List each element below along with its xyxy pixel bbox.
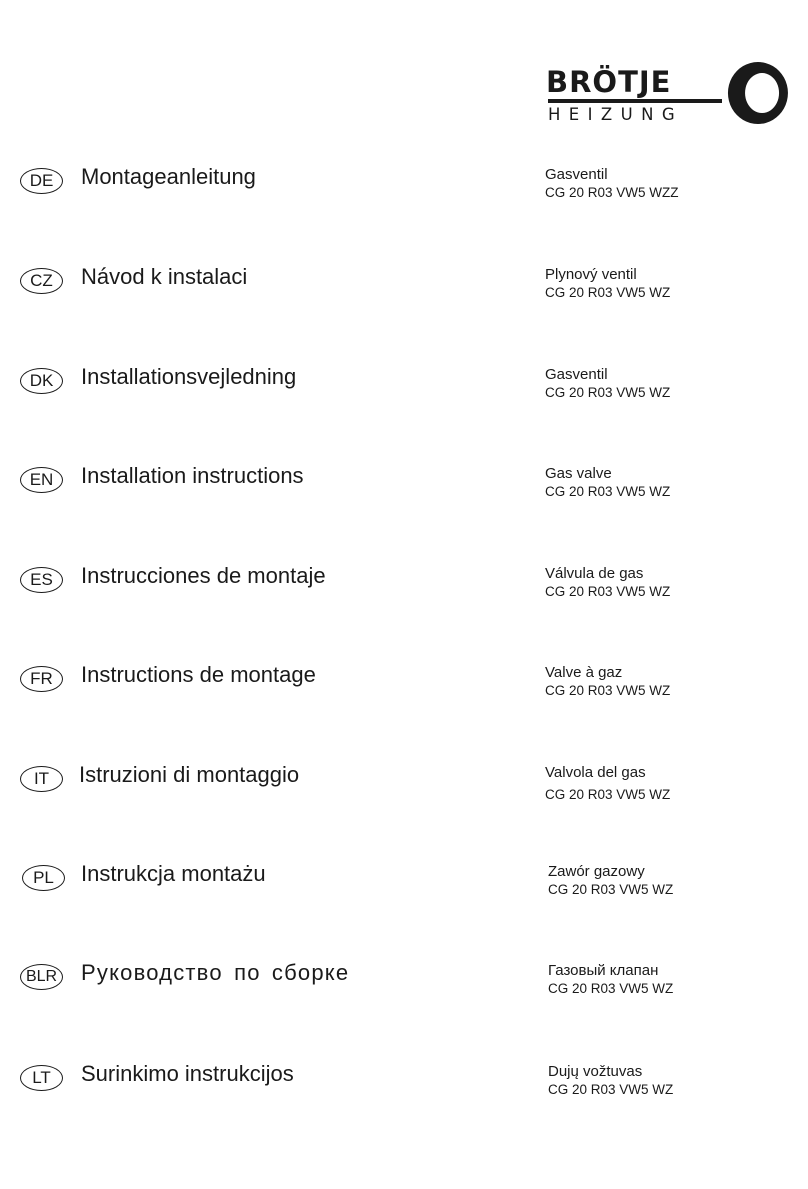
product-name: Valvola del gas — [545, 764, 646, 781]
product-model: CG 20 R03 VW5 WZ — [545, 584, 671, 599]
language-badge: BLR — [20, 964, 63, 990]
manual-title: Montageanleitung — [81, 164, 256, 189]
product-model: CG 20 R03 VW5 WZ — [545, 285, 671, 300]
language-badge: ES — [20, 567, 63, 593]
manual-title: Istruzioni di montaggio — [79, 762, 300, 787]
product-model: CG 20 R03 VW5 WZ — [548, 1082, 674, 1097]
product-model: CG 20 R03 VW5 WZ — [548, 981, 674, 996]
product-name: Valve à gaz — [545, 664, 623, 681]
product-model: CG 20 R03 VW5 WZ — [545, 683, 671, 698]
product-name: Газовый клапан — [548, 962, 659, 979]
language-row-it — [0, 762, 808, 826]
product-model: CG 20 R03 VW5 WZ — [545, 484, 671, 499]
manual-title: Installationsvejledning — [81, 364, 297, 389]
language-badge: DE — [20, 168, 63, 194]
language-row-pl — [0, 861, 808, 925]
manual-title: Руководство по сборке — [81, 960, 350, 985]
language-row-lt — [0, 1061, 808, 1125]
language-badge: EN — [20, 467, 63, 493]
product-name: Gasventil — [545, 366, 608, 383]
manual-title: Instrukcja montażu — [81, 861, 266, 886]
language-row-es — [0, 563, 808, 627]
product-name: Dujų vožtuvas — [548, 1063, 643, 1080]
manual-title: Installation instructions — [81, 463, 304, 488]
logo-divider — [548, 99, 722, 103]
language-badge: FR — [20, 666, 63, 692]
product-model: CG 20 R03 VW5 WZ — [548, 882, 674, 897]
product-model: CG 20 R03 VW5 WZ — [545, 385, 671, 400]
manual-title: Návod k instalaci — [81, 264, 248, 289]
product-model: CG 20 R03 VW5 WZZ — [545, 185, 679, 200]
manual-title: Instrucciones de montaje — [81, 563, 326, 588]
language-row-cz — [0, 264, 808, 328]
language-badge: LT — [20, 1065, 63, 1091]
product-name: Válvula de gas — [545, 565, 644, 582]
brand-logo — [546, 58, 790, 130]
product-name: Gas valve — [545, 465, 612, 482]
logo-brand-text: BRÖTJE — [546, 65, 672, 99]
language-badge: DK — [20, 368, 63, 394]
language-badge: IT — [20, 766, 63, 792]
language-row-dk — [0, 364, 808, 428]
language-row-blr — [0, 960, 808, 1024]
product-name: Plynový ventil — [545, 266, 637, 283]
language-row-en — [0, 463, 808, 527]
logo-ring-icon — [726, 60, 790, 126]
language-badge: PL — [22, 865, 65, 891]
language-badge: CZ — [20, 268, 63, 294]
manual-title: Surinkimo instrukcijos — [81, 1061, 294, 1086]
product-name: Zawór gazowy — [548, 863, 645, 880]
manual-title: Instructions de montage — [81, 662, 316, 687]
language-row-de — [0, 164, 808, 228]
logo-sub-text: HEIZUNG — [548, 105, 684, 124]
language-row-fr — [0, 662, 808, 726]
product-model: CG 20 R03 VW5 WZ — [545, 787, 671, 802]
product-name: Gasventil — [545, 166, 608, 183]
